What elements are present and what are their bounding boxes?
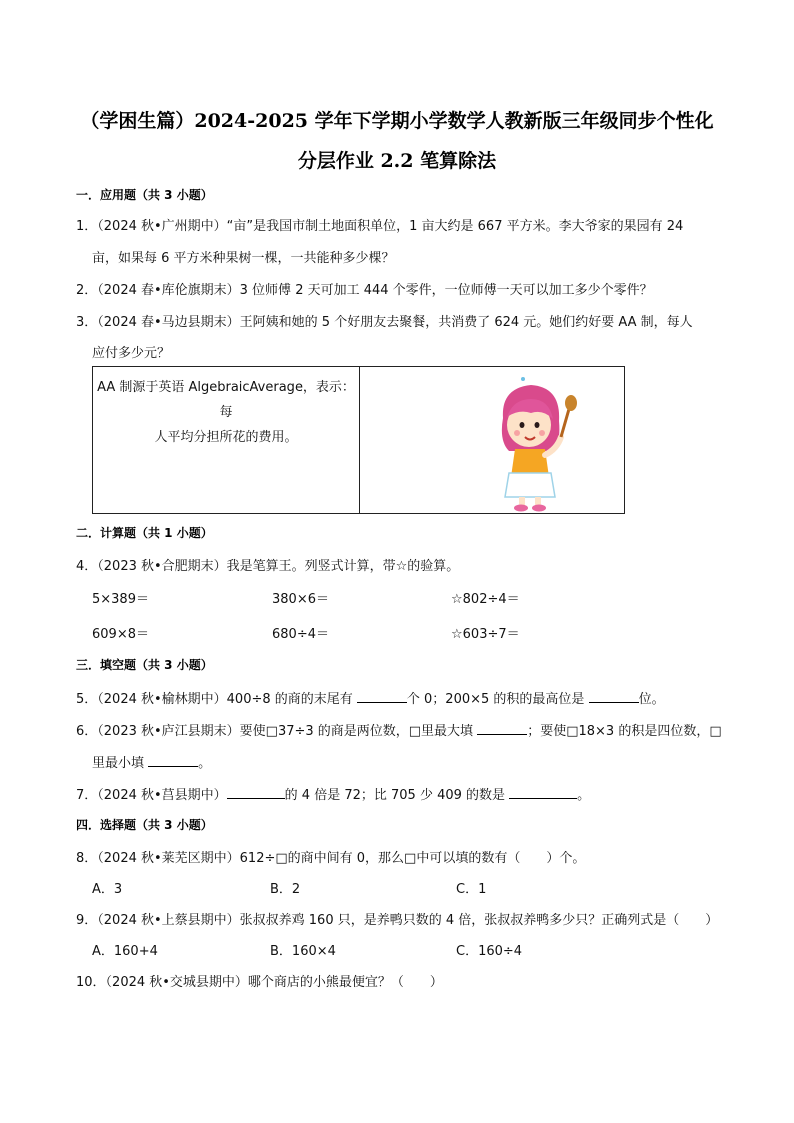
question-5-part3: 位。 [638, 692, 665, 707]
answer-blank[interactable] [227, 786, 285, 799]
question-6-part4: 。 [198, 756, 212, 771]
calc-item: ☆603÷7＝ [451, 627, 520, 642]
choice-option-a[interactable]: A．3 [92, 882, 123, 897]
question-2-line1: 2．（2024 春•库伦旗期末）3 位师傅 2 天可加工 444 个零件，一位师傅一天可以加工多少个零件？ [76, 283, 653, 298]
question-3-line1: 3．（2024 春•马边县期末）王阿姨和她的 5 个好朋友去聚餐，共消费了 624 元。她们约好要 AA 制，每人 [76, 315, 693, 330]
question-4-line1: 4．（2023 秋•合肥期末）我是笔算王。列竖式计算，带☆的验算。 [76, 559, 460, 574]
answer-blank[interactable] [148, 754, 198, 767]
aa-note-line2: 人平均分担所花的费用。 [154, 430, 298, 445]
choice-option-c[interactable]: C．160÷4 [456, 944, 523, 959]
question-7-part3: 。 [577, 788, 591, 803]
question-10-line1: 10．（2024 秋•交城县期中）哪个商店的小熊最便宜？（ ） [76, 975, 443, 990]
answer-blank[interactable] [589, 690, 639, 703]
choice-option-a[interactable]: A．160+4 [92, 944, 158, 959]
question-1-line2: 亩，如果每 6 平方米种果树一棵，一共能种多少棵？ [92, 251, 395, 266]
calc-item: ☆802÷4＝ [451, 592, 520, 607]
choice-option-b[interactable]: B．2 [270, 882, 301, 897]
calc-item: 609×8＝ [92, 627, 149, 642]
choice-option-c[interactable]: C．1 [456, 882, 487, 897]
girl-with-spoon-illustration [473, 373, 583, 513]
question-6-line1 [76, 720, 722, 739]
document-title-line2: 分层作业 2.2 笔算除法 [297, 150, 497, 172]
aa-note-line1: AA 制源于英语 AlgebraicAverage，表示：每 [97, 380, 355, 420]
question-5-part2: 个 0；200×5 的积的最高位是 [406, 692, 589, 707]
table-divider [359, 367, 360, 513]
section-heading-applied: 一．应用题（共 3 小题） [76, 188, 213, 202]
choice-option-b[interactable]: B．160×4 [270, 944, 336, 959]
aa-note-text [95, 375, 357, 450]
answer-blank[interactable] [477, 722, 527, 735]
question-1-line1: 1．（2024 秋•广州期中）“亩”是我国市制土地面积单位，1 亩大约是 667 平方米。李大爷家的果园有 24 [76, 219, 684, 234]
question-6-line2 [92, 752, 211, 771]
answer-blank[interactable] [509, 786, 577, 799]
question-6-part3: 里最小填 [92, 756, 149, 771]
answer-blank[interactable] [357, 690, 407, 703]
section-heading-choice: 四．选择题（共 3 小题） [76, 818, 213, 832]
question-7 [76, 784, 590, 803]
question-6-part2: ；要使□18×3 的积是四位数，□ [527, 724, 722, 739]
aa-note-table [92, 366, 625, 514]
calc-item: 680÷4＝ [272, 627, 329, 642]
question-8-line1: 8．（2024 秋•莱芜区期中）612÷□的商中间有 0，那么□中可以填的数有（ ）个。 [76, 851, 586, 866]
section-heading-calculation: 二．计算题（共 1 小题） [76, 526, 213, 540]
question-9-line1: 9．（2024 秋•上蔡县期中）张叔叔养鸡 160 只，是养鸭只数的 4 倍，张叔叔养鸭多少只？正确列式是（ ） [76, 913, 719, 928]
question-3-line2: 应付多少元？ [92, 346, 171, 361]
section-heading-fill-in: 三．填空题（共 3 小题） [76, 658, 213, 672]
calc-item: 5×389＝ [92, 592, 149, 607]
question-7-part2: 的 4 倍是 72；比 705 少 409 的数是 [284, 788, 510, 803]
question-5 [76, 688, 665, 707]
question-5-part1: 5．（2024 秋•榆林期中）400÷8 的商的末尾有 [76, 692, 357, 707]
question-7-part1: 7．（2024 秋•莒县期中） [76, 788, 227, 803]
question-6-part1: 6．（2023 秋•庐江县期末）要使□37÷3 的商是两位数，□里最大填 [76, 724, 478, 739]
document-title-line1: （学困生篇）2024-2025 学年下学期小学数学人教新版三年级同步个性化 [80, 110, 714, 132]
calc-item: 380×6＝ [272, 592, 329, 607]
